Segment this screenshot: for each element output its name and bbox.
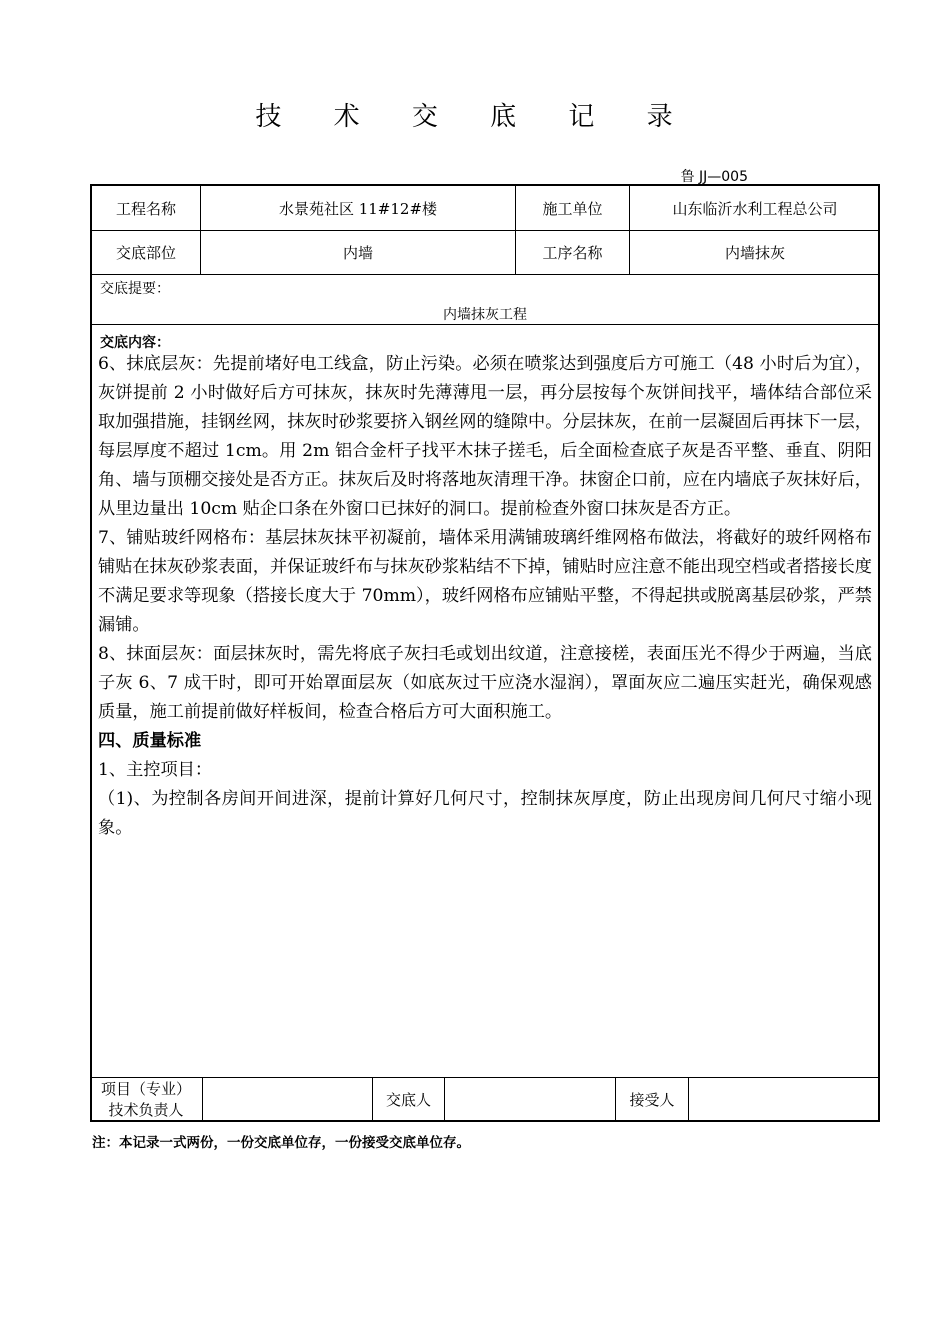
content-label: 交底内容： (100, 335, 170, 351)
content-body (98, 350, 872, 843)
part-label: 交底部位 (115, 244, 176, 262)
document-code: 鲁 JJ—005 (680, 169, 748, 185)
discloser-signature[interactable] (445, 1078, 615, 1122)
contractor-value: 山东临沂水利工程总公司 (672, 199, 838, 218)
document-title: 技 术 交 底 记 录 (255, 102, 695, 132)
main-items-label: 1、主控项目： (98, 760, 213, 780)
tech-lead-label: 项目（专业）技术负责人 (100, 1080, 191, 1119)
row-divider (92, 324, 878, 325)
summary-label: 交底提要： (100, 281, 170, 297)
project-name-value: 水景苑社区 11#12#楼 (278, 199, 438, 218)
part-value: 内墙 (342, 244, 373, 262)
project-name-label: 工程名称 (115, 199, 176, 218)
process-label: 工序名称 (542, 244, 603, 262)
receiver-signature[interactable] (689, 1078, 878, 1122)
record-table (90, 184, 880, 1122)
main-item-1: （1)、为控制各房间开间进深，提前计算好几何尺寸，控制抹灰厚度，防止出现房间几何尺寸缩小现象。 (98, 789, 872, 838)
row-divider (92, 274, 878, 275)
paragraph-6: 6、抹底层灰：先提前堵好电工线盒，防止污染。必须在喷浆达到强度后方可施工（48 小时后为宜），灰饼提前 2 小时做好后方可抹灰，抹灰时先薄薄甩一层，再分层按每个灰饼间找平，墙体结合部位采取加强措施，挂钢丝网，抹灰时砂浆要挤入钢丝网的缝隙中。分层抹灰，在前一层凝固后再抹下一层，每层厚度不超过 1cm。用 2m 铝合金杆子找平木抹子搓毛，后全面检查底子灰是否平整、垂直、阴阳角、墙与顶棚交接处是否方正。抹灰后及时将落地灰清理干净。抹窗企口前，应在内墙底子灰抹好后，从里边量出 10cm 贴企口条在外窗口已抹好的洞口。提前检查外窗口抹灰是否方正。 (98, 354, 872, 519)
summary-text: 内墙抹灰工程 (443, 307, 527, 323)
paragraph-7: 7、铺贴玻纤网格布：基层抹灰抹平初凝前，墙体采用满铺玻璃纤维网格布做法，将截好的玻纤网格布铺贴在抹灰砂浆表面，并保证玻纤布与抹灰砂浆粘结不下掉，铺贴时应注意不能出现空档或者搭接长度不满足要求等现象（搭接长度大于 70mm），玻纤网格布应铺贴平整，不得起拱或脱离基层砂浆，严禁漏铺。 (98, 528, 872, 635)
tech-lead-signature[interactable] (203, 1078, 372, 1122)
paragraph-8: 8、抹面层灰：面层抹灰时，需先将底子灰扫毛或划出纹道，注意接槎，表面压光不得少于两遍，当底子灰 6、7 成干时，即可开始罩面层灰（如底灰过干应浇水湿润），罩面灰应二遍压实赶光，确保观感质量，施工前提前做好样板间，检查合格后方可大面积施工。 (98, 644, 872, 722)
footnote: 注：本记录一式两份，一份交底单位存，一份接受交底单位存。 (92, 1135, 470, 1151)
quality-heading: 四、质量标准 (98, 731, 202, 751)
process-value: 内墙抹灰 (724, 244, 785, 262)
discloser-label: 交底人 (385, 1090, 431, 1109)
receiver-label: 接受人 (629, 1090, 675, 1109)
contractor-label: 施工单位 (542, 199, 603, 218)
